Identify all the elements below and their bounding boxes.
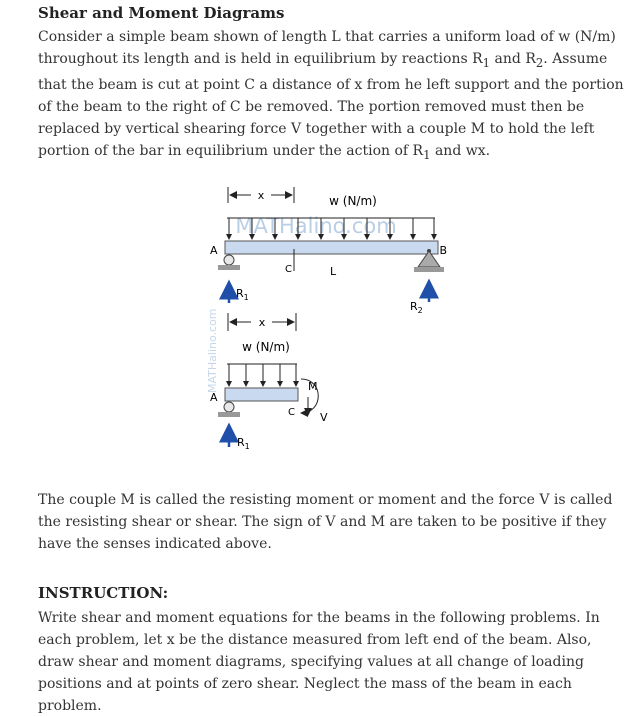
watermark: MATHalino.com: [235, 214, 397, 238]
top-r2-label: $R_2$: [410, 300, 423, 315]
page-title: Shear and Moment Diagrams: [38, 4, 285, 22]
top-left-support: [218, 255, 240, 270]
top-l-label: L: [330, 265, 337, 278]
bottom-left-support: [218, 402, 240, 417]
bottom-c-label: C: [288, 407, 295, 418]
bottom-r1-label: $R_1$: [237, 436, 250, 451]
top-a-label: A: [210, 244, 218, 257]
moment-label: M: [308, 380, 318, 393]
bottom-beam: [225, 388, 298, 401]
shear-label: V: [320, 411, 328, 424]
resisting-shear-paragraph: The couple M is called the resisting moment or moment and the force V is called the resisting shear or shear. The sign of V and M are taken to be positive if they have the senses indicated above.: [38, 492, 613, 552]
top-dimension-x: [228, 187, 294, 203]
top-beam: [225, 241, 438, 254]
bottom-x-label: x: [258, 316, 266, 329]
top-b-label: B: [439, 244, 447, 257]
bottom-load-label: w (N/m): [242, 340, 290, 354]
top-c-label: C: [285, 264, 292, 275]
bottom-dimension-x: [228, 313, 296, 331]
intro-paragraph: Consider a simple beam shown of length L that carries a uniform load of w (N/m) throughout its length and is held in equilibrium by reactions $R_1$ and $R_2$. Assume that the beam is cut at point C a distance of x from he left support and the portion of the beam to the right of C be removed. The portion removed must then be replaced by vertical shearing force V together with a couple M to hold the left portion of the bar in equilibrium under the action of $R_1$ and wx.: [38, 29, 624, 162]
top-load-label: w (N/m): [329, 194, 377, 208]
instruction-paragraph: Write shear and moment equations for the beams in the following problems. In each problem, let x be the distance measured from left end of the beam. Also, draw shear and moment diagrams, specifying values at all change of loading positions and at points of zero shear. Neglect the mass of the beam in each problem.: [38, 610, 600, 714]
instruction-heading: INSTRUCTION:: [38, 584, 169, 602]
bottom-a-label: A: [210, 391, 218, 404]
bottom-load-arrows: [227, 364, 297, 386]
side-watermark: MATHalino.com: [206, 308, 219, 393]
top-r1-label: $R_1$: [236, 287, 249, 302]
top-x-label: x: [257, 189, 265, 202]
beam-figure: [196, 175, 446, 465]
